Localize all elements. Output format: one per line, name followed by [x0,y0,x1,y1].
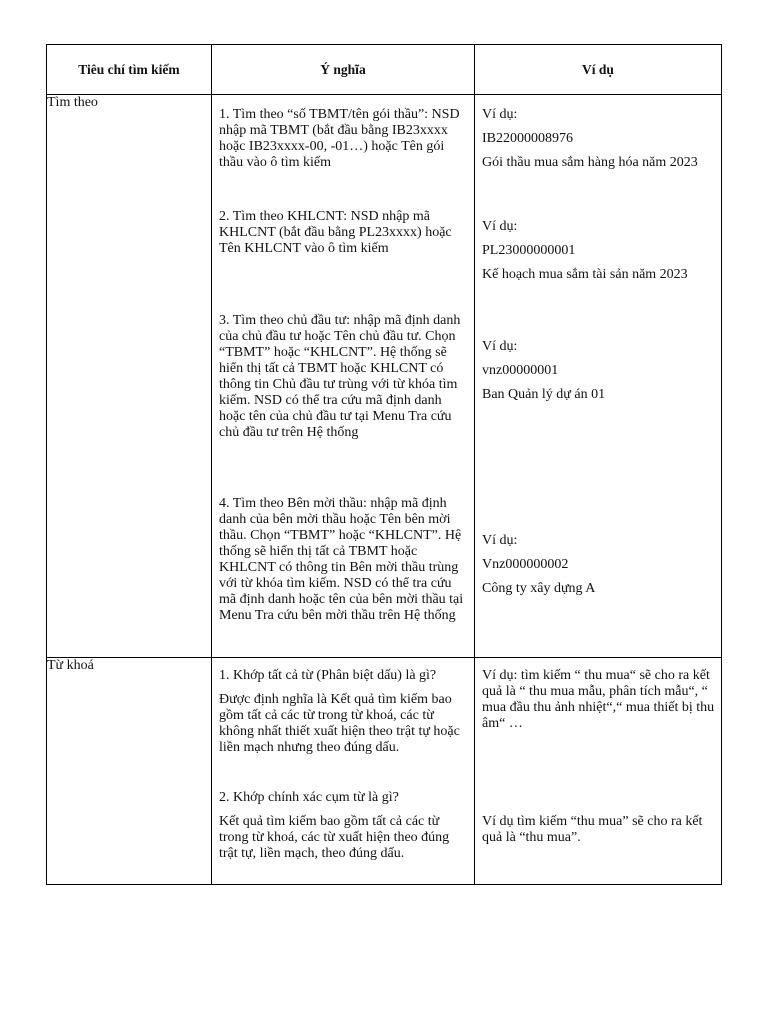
header-example: Ví dụ [475,45,722,95]
example-name: Kế hoạch mua sắm tài sản năm 2023 [482,267,688,282]
meaning-answer: Được định nghĩa là Kết quả tìm kiếm bao gồm tất cả các từ trong từ khoá, các từ không nhất thiết xuất hiện theo trật tự hoặc liền mạch nhưng theo đúng dấu. [219,692,460,755]
example-code: PL23000000001 [482,243,576,258]
meaning-cell [212,658,475,885]
example-name: Công ty xây dựng A [482,581,596,596]
example-cell [475,658,722,885]
criterion-cell: Tìm theo [47,95,212,658]
example-text: Ví dụ tìm kiếm “thu mua” sẽ cho ra kết quả là “thu mua”. [482,814,703,845]
example-text: Ví dụ: tìm kiếm “ thu mua“ sẽ cho ra kết quả là “ thu mua mẫu, phân tích mẫu“, “ mua đầu thu ảnh nhiệt“,“ mua thiết bị thu âm“ … [482,668,715,731]
example-cell [475,95,722,658]
example-code: IB22000008976 [482,131,573,146]
example-label: Ví dụ: [482,107,518,122]
example-group [482,339,715,403]
example-code: Vnz000000002 [482,557,569,572]
meaning-question: 2. Khớp chính xác cụm từ là gì? [219,790,399,805]
table-row [47,95,722,658]
example-label: Ví dụ: [482,219,518,234]
meaning-answer: Kết quả tìm kiếm bao gồm tất cả các từ trong từ khoá, các từ xuất hiện theo đúng trật tự, liền mạch, theo đúng dấu. [219,814,450,861]
meaning-item [219,790,468,862]
search-criteria-table [46,44,722,885]
meaning-question: 1. Khớp tất cả từ (Phân biệt dấu) là gì? [219,668,437,683]
meaning-item: 1. Tìm theo “số TBMT/tên gói thầu”: NSD nhập mã TBMT (bắt đầu bằng IB23xxxx hoặc IB23xxxx-00, -01…) hoặc Tên gói thầu vào ô tìm kiếm [219,107,460,170]
example-group [482,107,715,171]
header-meaning: Ý nghĩa [212,45,475,95]
meaning-item: 2. Tìm theo KHLCNT: NSD nhập mã KHLCNT (bắt đầu bằng PL23xxxx) hoặc Tên KHLCNT vào ô tìm kiếm [219,209,452,256]
example-label: Ví dụ: [482,533,518,548]
meaning-item [219,668,468,756]
example-name: Ban Quản lý dự án 01 [482,387,606,402]
example-label: Ví dụ: [482,339,518,354]
meaning-item: 3. Tìm theo chủ đầu tư: nhập mã định danh của chủ đầu tư hoặc Tên chủ đầu tư. Chọn “TBMT” hoặc “KHLCNT”. Hệ thống sẽ hiển thị tất cả TBMT hoặc KHLCNT có thông tin Chủ đầu tư trùng với từ khóa tìm kiếm. NSD có thể tra cứu mã định danh hoặc tên của chủ đầu tư tại Menu Tra cứu chủ đầu tư trên Hệ thống [219,313,461,440]
header-criterion: Tiêu chí tìm kiếm [47,45,212,95]
example-code: vnz00000001 [482,363,559,378]
example-group [482,533,715,597]
table-row [47,658,722,885]
table-header-row [47,45,722,95]
example-name: Gói thầu mua sắm hàng hóa năm 2023 [482,155,698,170]
example-group [482,219,715,283]
criterion-cell: Từ khoá [47,658,212,885]
meaning-cell [212,95,475,658]
meaning-item: 4. Tìm theo Bên mời thầu: nhập mã định danh của bên mời thầu hoặc Tên bên mời thầu. Chọn “TBMT” hoặc “KHLCNT”. Hệ thống sẽ hiển thị tất cả TBMT hoặc KHLCNT có thông tin Bên mời thầu trùng với từ khóa tìm kiếm. NSD có thể tra cứu mã định danh hoặc tên của bên mời thầu tại Menu Tra cứu bên mời thầu trên Hệ thống [219,496,464,623]
